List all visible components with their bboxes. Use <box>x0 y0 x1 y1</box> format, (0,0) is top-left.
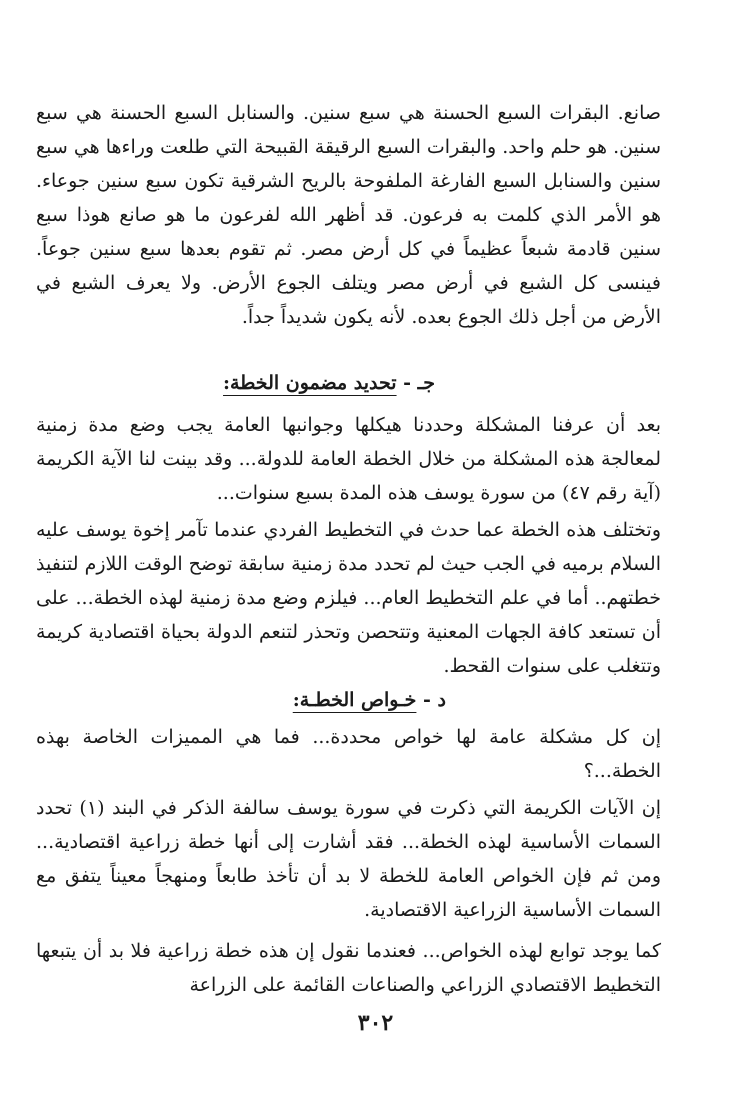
section-c-paragraph-2: وتختلف هذه الخطة عما حدث في التخطيط الفردي عندما تآمر إخوة يوسف عليه السلام برميه في الجب حيث لم تحدد مدة زمنية سابقة توضح الوقت اللازم لتنفيذ خطتهم.. أما في علم التخطيط العام... فيلزم وضع مدة زمنية لهذه الخطة... على أن تستعد كافة الجهات المعنية وتتحصن وتحذر لتنعم الدولة بحياة اقتصادية كريمة وتتغلب على سنوات القحط. <box>36 519 661 677</box>
section-d-title: خـواص الخطـة: <box>292 689 417 711</box>
section-c-title: تحديد مضمون الخطة: <box>223 372 397 394</box>
section-c-label: جـ - <box>396 372 435 394</box>
section-d-label: د - <box>416 689 446 711</box>
section-d-paragraph-1: إن كل مشكلة عامة لها خواص محددة... فما هي المميزات الخاصة بهذه الخطة...؟ <box>36 726 661 782</box>
intro-paragraph: صانع. البقرات السبع الحسنة هي سبع سنين. والسنابل السبع الحسنة هي سبع سنين. هو حلم واحد. والبقرات السبع الرقيقة القبيحة التي طلعت وراءها هي سبع سنين والسنابل السبع الفارغة الملفوحة بالريح الشرقية تكون سبع سنين جوعاء. هو الأمر الذي كلمت به فرعون. قد أظهر الله لفرعون ما هو صانع هوذا سبع سنين قادمة شبعاً عظيماً في كل أرض مصر. ثم تقوم بعدها سبع سنين جوعاً. فينسى كل الشبع في أرض مصر ويتلف الجوع الأرض. ولا يعرف الشبع في الأرض من أجل ذلك الجوع بعده. لأنه يكون شديداً جداً. <box>36 102 661 328</box>
page-number: ٣٠٢ <box>357 1010 394 1036</box>
section-d-heading <box>293 683 446 717</box>
section-d-paragraph-3: كما يوجد توابع لهذه الخواص... فعندما نقول إن هذه خطة زراعية فلا بد أن يتبعها التخطيط الاقتصادي الزراعي والصناعات القائمة على الزراعة <box>36 940 661 996</box>
section-c-heading <box>223 366 435 400</box>
section-d-paragraph-2: إن الآيات الكريمة التي ذكرت في سورة يوسف سالفة الذكر في البند (١) تحدد السمات الأساسية لهذه الخطة... فقد أشارت إلى أنها خطة زراعية اقتصادية... ومن ثم فإن الخواص العامة للخطة لا بد أن تأخذ طابعاً ومنهجاً معيناً يتفق مع السمات الأساسية الزراعية الاقتصادية. <box>36 797 661 921</box>
section-c-paragraph-1: بعد أن عرفنا المشكلة وحددنا هيكلها وجوانبها العامة يجب وضع مدة زمنية لمعالجة هذه المشكلة من خلال الخطة العامة للدولة... وقد بينت لنا الآية الكريمة (آية رقم ٤٧) من سورة يوسف هذه المدة بسبع سنوات... <box>36 414 661 504</box>
